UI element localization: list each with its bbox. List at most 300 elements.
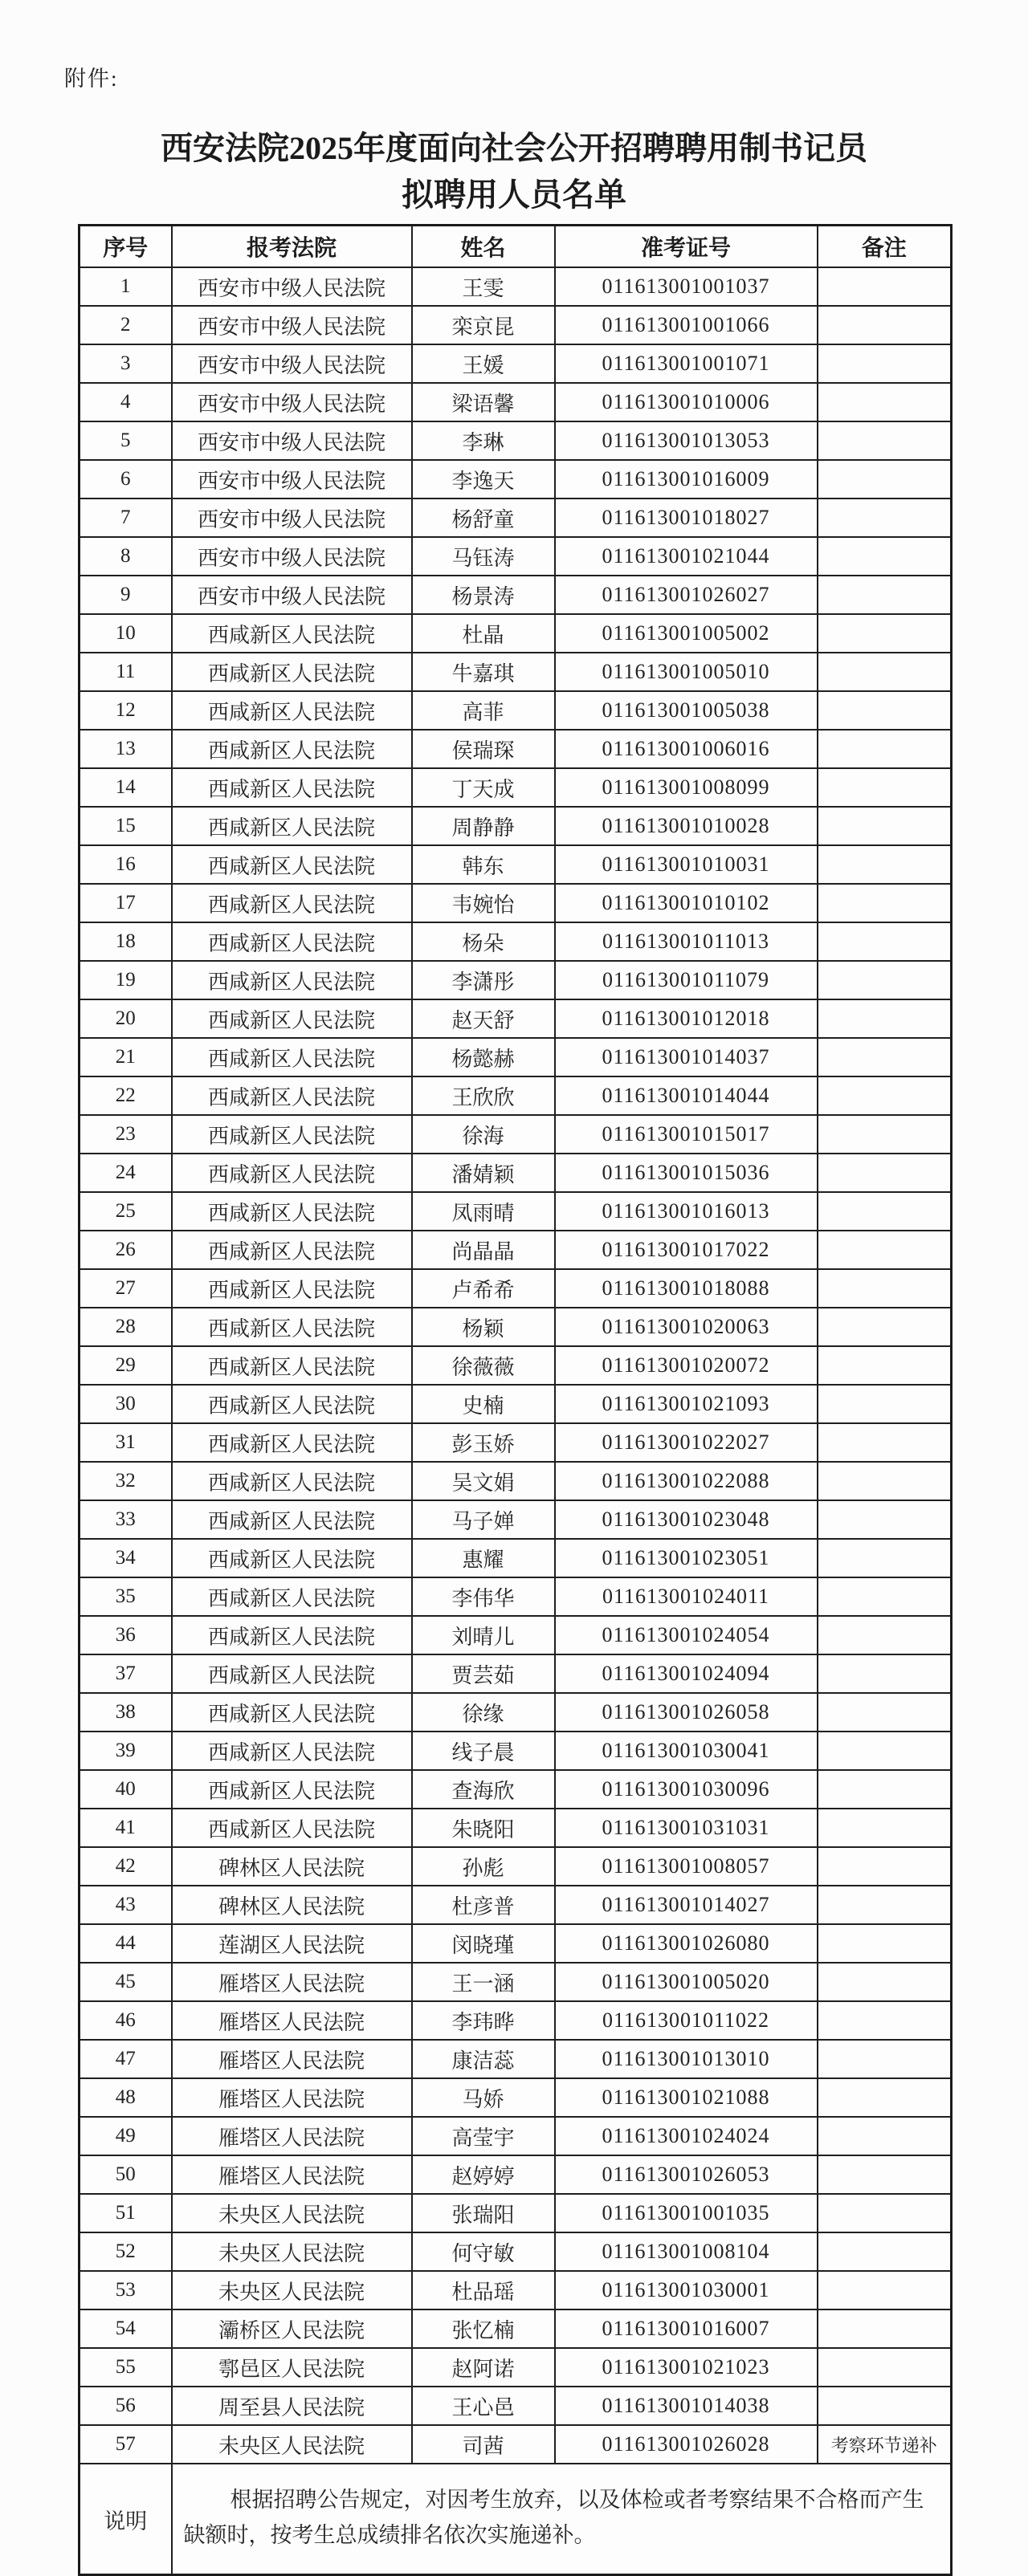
attachment-label: 附件: [64, 67, 119, 91]
cell-index: 44 [80, 1924, 172, 1963]
table-row [80, 730, 952, 768]
cell-name: 卢希希 [412, 1269, 555, 1308]
cell-remark [818, 1385, 952, 1423]
cell-name: 史楠 [412, 1385, 555, 1423]
table-row [80, 961, 952, 999]
cell-court: 西咸新区人民法院 [172, 1500, 412, 1539]
cell-court: 西咸新区人民法院 [172, 1154, 412, 1192]
table-row [80, 691, 952, 730]
cell-index: 19 [80, 961, 172, 999]
cell-ticket-number: 011613001024054 [555, 1616, 818, 1654]
cell-name: 司茜 [412, 2425, 555, 2464]
cell-ticket-number: 011613001023051 [555, 1539, 818, 1577]
cell-remark [818, 267, 952, 306]
cell-court: 未央区人民法院 [172, 2271, 412, 2309]
cell-remark [818, 1924, 952, 1963]
cell-index: 34 [80, 1539, 172, 1577]
cell-index: 53 [80, 2271, 172, 2309]
cell-name: 杜彦普 [412, 1886, 555, 1924]
table-row [80, 2078, 952, 2117]
cell-name: 吴文娟 [412, 1462, 555, 1500]
cell-index: 55 [80, 2348, 172, 2387]
table-row [80, 1654, 952, 1693]
cell-ticket-number: 011613001030096 [555, 1770, 818, 1809]
cell-court: 莲湖区人民法院 [172, 1924, 412, 1963]
table-body [80, 267, 952, 2464]
cell-ticket-number: 011613001026080 [555, 1924, 818, 1963]
table-row [80, 537, 952, 576]
cell-index: 35 [80, 1577, 172, 1616]
table-row [80, 2425, 952, 2464]
table-row [80, 2309, 952, 2348]
cell-index: 8 [80, 537, 172, 576]
cell-index: 12 [80, 691, 172, 730]
cell-court: 西咸新区人民法院 [172, 1076, 412, 1115]
cell-index: 43 [80, 1886, 172, 1924]
cell-name: 周静静 [412, 807, 555, 845]
cell-remark [818, 344, 952, 383]
header-index: 序号 [80, 226, 172, 268]
cell-index: 32 [80, 1462, 172, 1500]
note-row [80, 2464, 952, 2575]
cell-name: 韦婉怡 [412, 884, 555, 922]
cell-name: 王雯 [412, 267, 555, 306]
cell-remark [818, 768, 952, 807]
table-row [80, 1886, 952, 1924]
cell-index: 28 [80, 1308, 172, 1346]
cell-index: 26 [80, 1231, 172, 1269]
cell-remark [818, 1231, 952, 1269]
table-row [80, 1732, 952, 1770]
cell-ticket-number: 011613001010006 [555, 383, 818, 421]
table-row [80, 1115, 952, 1154]
cell-name: 王心邑 [412, 2387, 555, 2425]
cell-remark [818, 537, 952, 576]
table-row [80, 1076, 952, 1115]
cell-court: 雁塔区人民法院 [172, 2078, 412, 2117]
cell-name: 李伟华 [412, 1577, 555, 1616]
table-row [80, 884, 952, 922]
cell-court: 西咸新区人民法院 [172, 1616, 412, 1654]
cell-name: 王欣欣 [412, 1076, 555, 1115]
cell-remark [818, 1616, 952, 1654]
cell-remark [818, 1809, 952, 1847]
cell-court: 雁塔区人民法院 [172, 2117, 412, 2155]
cell-ticket-number: 011613001024011 [555, 1577, 818, 1616]
cell-name: 杨懿赫 [412, 1038, 555, 1076]
cell-ticket-number: 011613001026058 [555, 1693, 818, 1732]
cell-index: 21 [80, 1038, 172, 1076]
cell-name: 栾京昆 [412, 306, 555, 344]
cell-court: 西安市中级人民法院 [172, 421, 412, 460]
cell-court: 西咸新区人民法院 [172, 1192, 412, 1231]
cell-court: 西咸新区人民法院 [172, 1308, 412, 1346]
cell-name: 马钰涛 [412, 537, 555, 576]
cell-court: 西咸新区人民法院 [172, 1539, 412, 1577]
cell-index: 33 [80, 1500, 172, 1539]
cell-index: 47 [80, 2040, 172, 2078]
cell-remark [818, 653, 952, 691]
cell-ticket-number: 011613001013053 [555, 421, 818, 460]
cell-ticket-number: 011613001018027 [555, 499, 818, 537]
cell-index: 36 [80, 1616, 172, 1654]
cell-remark [818, 1308, 952, 1346]
cell-name: 孙彪 [412, 1847, 555, 1886]
cell-name: 丁天成 [412, 768, 555, 807]
cell-remark [818, 2271, 952, 2309]
cell-name: 杨颖 [412, 1308, 555, 1346]
cell-court: 未央区人民法院 [172, 2425, 412, 2464]
cell-name: 尚晶晶 [412, 1231, 555, 1269]
cell-ticket-number: 011613001026028 [555, 2425, 818, 2464]
table-row [80, 576, 952, 614]
cell-court: 西咸新区人民法院 [172, 1231, 412, 1269]
cell-index: 25 [80, 1192, 172, 1231]
cell-index: 48 [80, 2078, 172, 2117]
cell-ticket-number: 011613001005002 [555, 614, 818, 653]
cell-index: 20 [80, 999, 172, 1038]
cell-name: 何守敏 [412, 2232, 555, 2271]
cell-court: 西咸新区人民法院 [172, 961, 412, 999]
cell-name: 查海欣 [412, 1770, 555, 1809]
cell-court: 西咸新区人民法院 [172, 730, 412, 768]
table-row [80, 807, 952, 845]
cell-index: 9 [80, 576, 172, 614]
table-row [80, 421, 952, 460]
cell-name: 徐缘 [412, 1693, 555, 1732]
cell-index: 41 [80, 1809, 172, 1847]
cell-name: 梁语馨 [412, 383, 555, 421]
note-text: 根据招聘公告规定，对因考生放弃，以及体检或者考察结果不合格而产生缺额时，按考生总成绩排名依次实施递补。 [172, 2464, 952, 2575]
cell-remark [818, 807, 952, 845]
table-row [80, 2155, 952, 2194]
cell-remark [818, 614, 952, 653]
cell-ticket-number: 011613001021023 [555, 2348, 818, 2387]
cell-court: 雁塔区人民法院 [172, 2001, 412, 2040]
cell-index: 10 [80, 614, 172, 653]
cell-name: 赵天舒 [412, 999, 555, 1038]
cell-index: 11 [80, 653, 172, 691]
cell-name: 杨舒童 [412, 499, 555, 537]
table-row [80, 344, 952, 383]
cell-court: 雁塔区人民法院 [172, 1963, 412, 2001]
cell-remark [818, 2078, 952, 2117]
cell-court: 西安市中级人民法院 [172, 344, 412, 383]
cell-index: 30 [80, 1385, 172, 1423]
cell-index: 16 [80, 845, 172, 884]
table-row [80, 1616, 952, 1654]
table-row [80, 267, 952, 306]
table-row [80, 2117, 952, 2155]
table-row [80, 1539, 952, 1577]
table-row [80, 1693, 952, 1732]
table-row [80, 999, 952, 1038]
cell-index: 39 [80, 1732, 172, 1770]
table-footer [80, 2464, 952, 2575]
cell-index: 24 [80, 1154, 172, 1192]
cell-name: 杨景涛 [412, 576, 555, 614]
page-title [0, 125, 1028, 218]
table-row [80, 306, 952, 344]
cell-court: 周至县人民法院 [172, 2387, 412, 2425]
cell-court: 西咸新区人民法院 [172, 691, 412, 730]
cell-court: 西咸新区人民法院 [172, 614, 412, 653]
cell-ticket-number: 011613001012018 [555, 999, 818, 1038]
cell-remark [818, 1269, 952, 1308]
cell-ticket-number: 011613001030041 [555, 1732, 818, 1770]
header-court: 报考法院 [172, 226, 412, 268]
cell-ticket-number: 011613001001037 [555, 267, 818, 306]
cell-court: 西咸新区人民法院 [172, 1693, 412, 1732]
cell-name: 潘婧颖 [412, 1154, 555, 1192]
cell-index: 13 [80, 730, 172, 768]
cell-index: 37 [80, 1654, 172, 1693]
cell-remark [818, 2117, 952, 2155]
cell-ticket-number: 011613001005038 [555, 691, 818, 730]
roster-table [78, 224, 953, 2576]
cell-index: 4 [80, 383, 172, 421]
cell-court: 雁塔区人民法院 [172, 2155, 412, 2194]
cell-court: 西咸新区人民法院 [172, 999, 412, 1038]
cell-court: 西咸新区人民法院 [172, 884, 412, 922]
page-title-line1: 西安法院2025年度面向社会公开招聘聘用制书记员 [161, 130, 867, 166]
cell-ticket-number: 011613001016013 [555, 1192, 818, 1231]
cell-ticket-number: 011613001015017 [555, 1115, 818, 1154]
header-row [80, 226, 952, 268]
cell-name: 张瑞阳 [412, 2194, 555, 2232]
table-row [80, 1269, 952, 1308]
table-row [80, 499, 952, 537]
cell-remark [818, 1192, 952, 1231]
cell-index: 22 [80, 1076, 172, 1115]
cell-name: 惠耀 [412, 1539, 555, 1577]
cell-remark [818, 1770, 952, 1809]
header-ticket-number: 准考证号 [555, 226, 818, 268]
cell-name: 彭玉娇 [412, 1423, 555, 1462]
cell-name: 杜晶 [412, 614, 555, 653]
cell-index: 5 [80, 421, 172, 460]
cell-name: 徐海 [412, 1115, 555, 1154]
cell-court: 西咸新区人民法院 [172, 653, 412, 691]
table-row [80, 1231, 952, 1269]
cell-remark [818, 1886, 952, 1924]
cell-index: 38 [80, 1693, 172, 1732]
table-row [80, 383, 952, 421]
cell-court: 西安市中级人民法院 [172, 267, 412, 306]
cell-remark [818, 1963, 952, 2001]
table-row [80, 653, 952, 691]
cell-index: 45 [80, 1963, 172, 2001]
cell-court: 灞桥区人民法院 [172, 2309, 412, 2348]
cell-court: 西咸新区人民法院 [172, 1462, 412, 1500]
cell-court: 西咸新区人民法院 [172, 845, 412, 884]
table-row [80, 2348, 952, 2387]
cell-remark [818, 2040, 952, 2078]
cell-remark [818, 576, 952, 614]
table-row [80, 1924, 952, 1963]
cell-ticket-number: 011613001031031 [555, 1809, 818, 1847]
cell-court: 西安市中级人民法院 [172, 576, 412, 614]
cell-remark [818, 1462, 952, 1500]
cell-index: 17 [80, 884, 172, 922]
cell-name: 赵阿诺 [412, 2348, 555, 2387]
cell-remark [818, 460, 952, 499]
cell-index: 56 [80, 2387, 172, 2425]
cell-court: 鄠邑区人民法院 [172, 2348, 412, 2387]
cell-name: 线子晨 [412, 1732, 555, 1770]
cell-ticket-number: 011613001024024 [555, 2117, 818, 2155]
cell-name: 闵晓瑾 [412, 1924, 555, 1963]
cell-index: 42 [80, 1847, 172, 1886]
cell-ticket-number: 011613001021093 [555, 1385, 818, 1423]
cell-court: 未央区人民法院 [172, 2232, 412, 2271]
cell-name: 高菲 [412, 691, 555, 730]
cell-remark [818, 845, 952, 884]
cell-name: 高莹宇 [412, 2117, 555, 2155]
cell-index: 40 [80, 1770, 172, 1809]
cell-index: 52 [80, 2232, 172, 2271]
table-row [80, 845, 952, 884]
cell-name: 刘晴儿 [412, 1616, 555, 1654]
cell-ticket-number: 011613001026053 [555, 2155, 818, 2194]
cell-name: 杜品瑶 [412, 2271, 555, 2309]
cell-remark [818, 730, 952, 768]
cell-court: 西咸新区人民法院 [172, 922, 412, 961]
cell-court: 西咸新区人民法院 [172, 1770, 412, 1809]
cell-court: 西咸新区人民法院 [172, 807, 412, 845]
cell-ticket-number: 011613001001071 [555, 344, 818, 383]
table-row [80, 1423, 952, 1462]
cell-remark [818, 2194, 952, 2232]
table-header [80, 226, 952, 268]
table-row [80, 2040, 952, 2078]
table-row [80, 1462, 952, 1500]
cell-remark [818, 383, 952, 421]
cell-name: 张忆楠 [412, 2309, 555, 2348]
cell-ticket-number: 011613001005020 [555, 1963, 818, 2001]
cell-ticket-number: 011613001017022 [555, 1231, 818, 1269]
cell-remark [818, 2001, 952, 2040]
cell-remark [818, 2309, 952, 2348]
cell-ticket-number: 011613001005010 [555, 653, 818, 691]
cell-index: 31 [80, 1423, 172, 1462]
table-row [80, 2001, 952, 2040]
table-row [80, 614, 952, 653]
cell-remark [818, 1847, 952, 1886]
cell-remark [818, 2348, 952, 2387]
cell-name: 侯瑞琛 [412, 730, 555, 768]
cell-remark [818, 1154, 952, 1192]
cell-index: 29 [80, 1346, 172, 1385]
cell-remark [818, 1346, 952, 1385]
cell-index: 15 [80, 807, 172, 845]
cell-remark [818, 1423, 952, 1462]
cell-ticket-number: 011613001018088 [555, 1269, 818, 1308]
cell-index: 7 [80, 499, 172, 537]
cell-court: 西咸新区人民法院 [172, 1732, 412, 1770]
cell-index: 2 [80, 306, 172, 344]
cell-court: 西咸新区人民法院 [172, 768, 412, 807]
cell-index: 49 [80, 2117, 172, 2155]
cell-remark [818, 1577, 952, 1616]
header-name: 姓名 [412, 226, 555, 268]
cell-remark [818, 1038, 952, 1076]
cell-name: 贾芸茹 [412, 1654, 555, 1693]
cell-court: 西安市中级人民法院 [172, 306, 412, 344]
table-row [80, 2232, 952, 2271]
cell-name: 王一涵 [412, 1963, 555, 2001]
cell-ticket-number: 011613001023048 [555, 1500, 818, 1539]
cell-index: 14 [80, 768, 172, 807]
cell-ticket-number: 011613001016009 [555, 460, 818, 499]
table-row [80, 1346, 952, 1385]
cell-court: 西安市中级人民法院 [172, 537, 412, 576]
cell-ticket-number: 011613001001066 [555, 306, 818, 344]
cell-ticket-number: 011613001030001 [555, 2271, 818, 2309]
table-row [80, 1963, 952, 2001]
cell-index: 46 [80, 2001, 172, 2040]
table-row [80, 1847, 952, 1886]
table-row [80, 460, 952, 499]
cell-remark [818, 999, 952, 1038]
table-row [80, 1809, 952, 1847]
cell-ticket-number: 011613001021088 [555, 2078, 818, 2117]
cell-ticket-number: 011613001014027 [555, 1886, 818, 1924]
cell-remark [818, 306, 952, 344]
cell-ticket-number: 011613001020072 [555, 1346, 818, 1385]
table-row [80, 768, 952, 807]
cell-ticket-number: 011613001024094 [555, 1654, 818, 1693]
cell-court: 雁塔区人民法院 [172, 2040, 412, 2078]
cell-ticket-number: 011613001015036 [555, 1154, 818, 1192]
cell-remark [818, 1076, 952, 1115]
cell-name: 杨朵 [412, 922, 555, 961]
cell-remark [818, 691, 952, 730]
cell-ticket-number: 011613001010031 [555, 845, 818, 884]
cell-court: 西安市中级人民法院 [172, 383, 412, 421]
cell-index: 18 [80, 922, 172, 961]
cell-court: 未央区人民法院 [172, 2194, 412, 2232]
cell-court: 碑林区人民法院 [172, 1886, 412, 1924]
cell-court: 西咸新区人民法院 [172, 1115, 412, 1154]
cell-court: 西安市中级人民法院 [172, 499, 412, 537]
cell-ticket-number: 011613001020063 [555, 1308, 818, 1346]
cell-ticket-number: 011613001022027 [555, 1423, 818, 1462]
table-row [80, 2387, 952, 2425]
cell-name: 赵婷婷 [412, 2155, 555, 2194]
cell-ticket-number: 011613001011022 [555, 2001, 818, 2040]
cell-index: 57 [80, 2425, 172, 2464]
cell-remark [818, 884, 952, 922]
table-row [80, 1192, 952, 1231]
table-row [80, 1038, 952, 1076]
cell-court: 西咸新区人民法院 [172, 1809, 412, 1847]
table-row [80, 1500, 952, 1539]
cell-name: 韩东 [412, 845, 555, 884]
cell-remark [818, 1693, 952, 1732]
cell-index: 50 [80, 2155, 172, 2194]
cell-ticket-number: 011613001022088 [555, 1462, 818, 1500]
table-row [80, 1154, 952, 1192]
cell-name: 朱晓阳 [412, 1809, 555, 1847]
cell-remark [818, 499, 952, 537]
cell-remark [818, 922, 952, 961]
cell-index: 23 [80, 1115, 172, 1154]
table-row [80, 2194, 952, 2232]
cell-index: 3 [80, 344, 172, 383]
cell-name: 李逸天 [412, 460, 555, 499]
cell-ticket-number: 011613001013010 [555, 2040, 818, 2078]
